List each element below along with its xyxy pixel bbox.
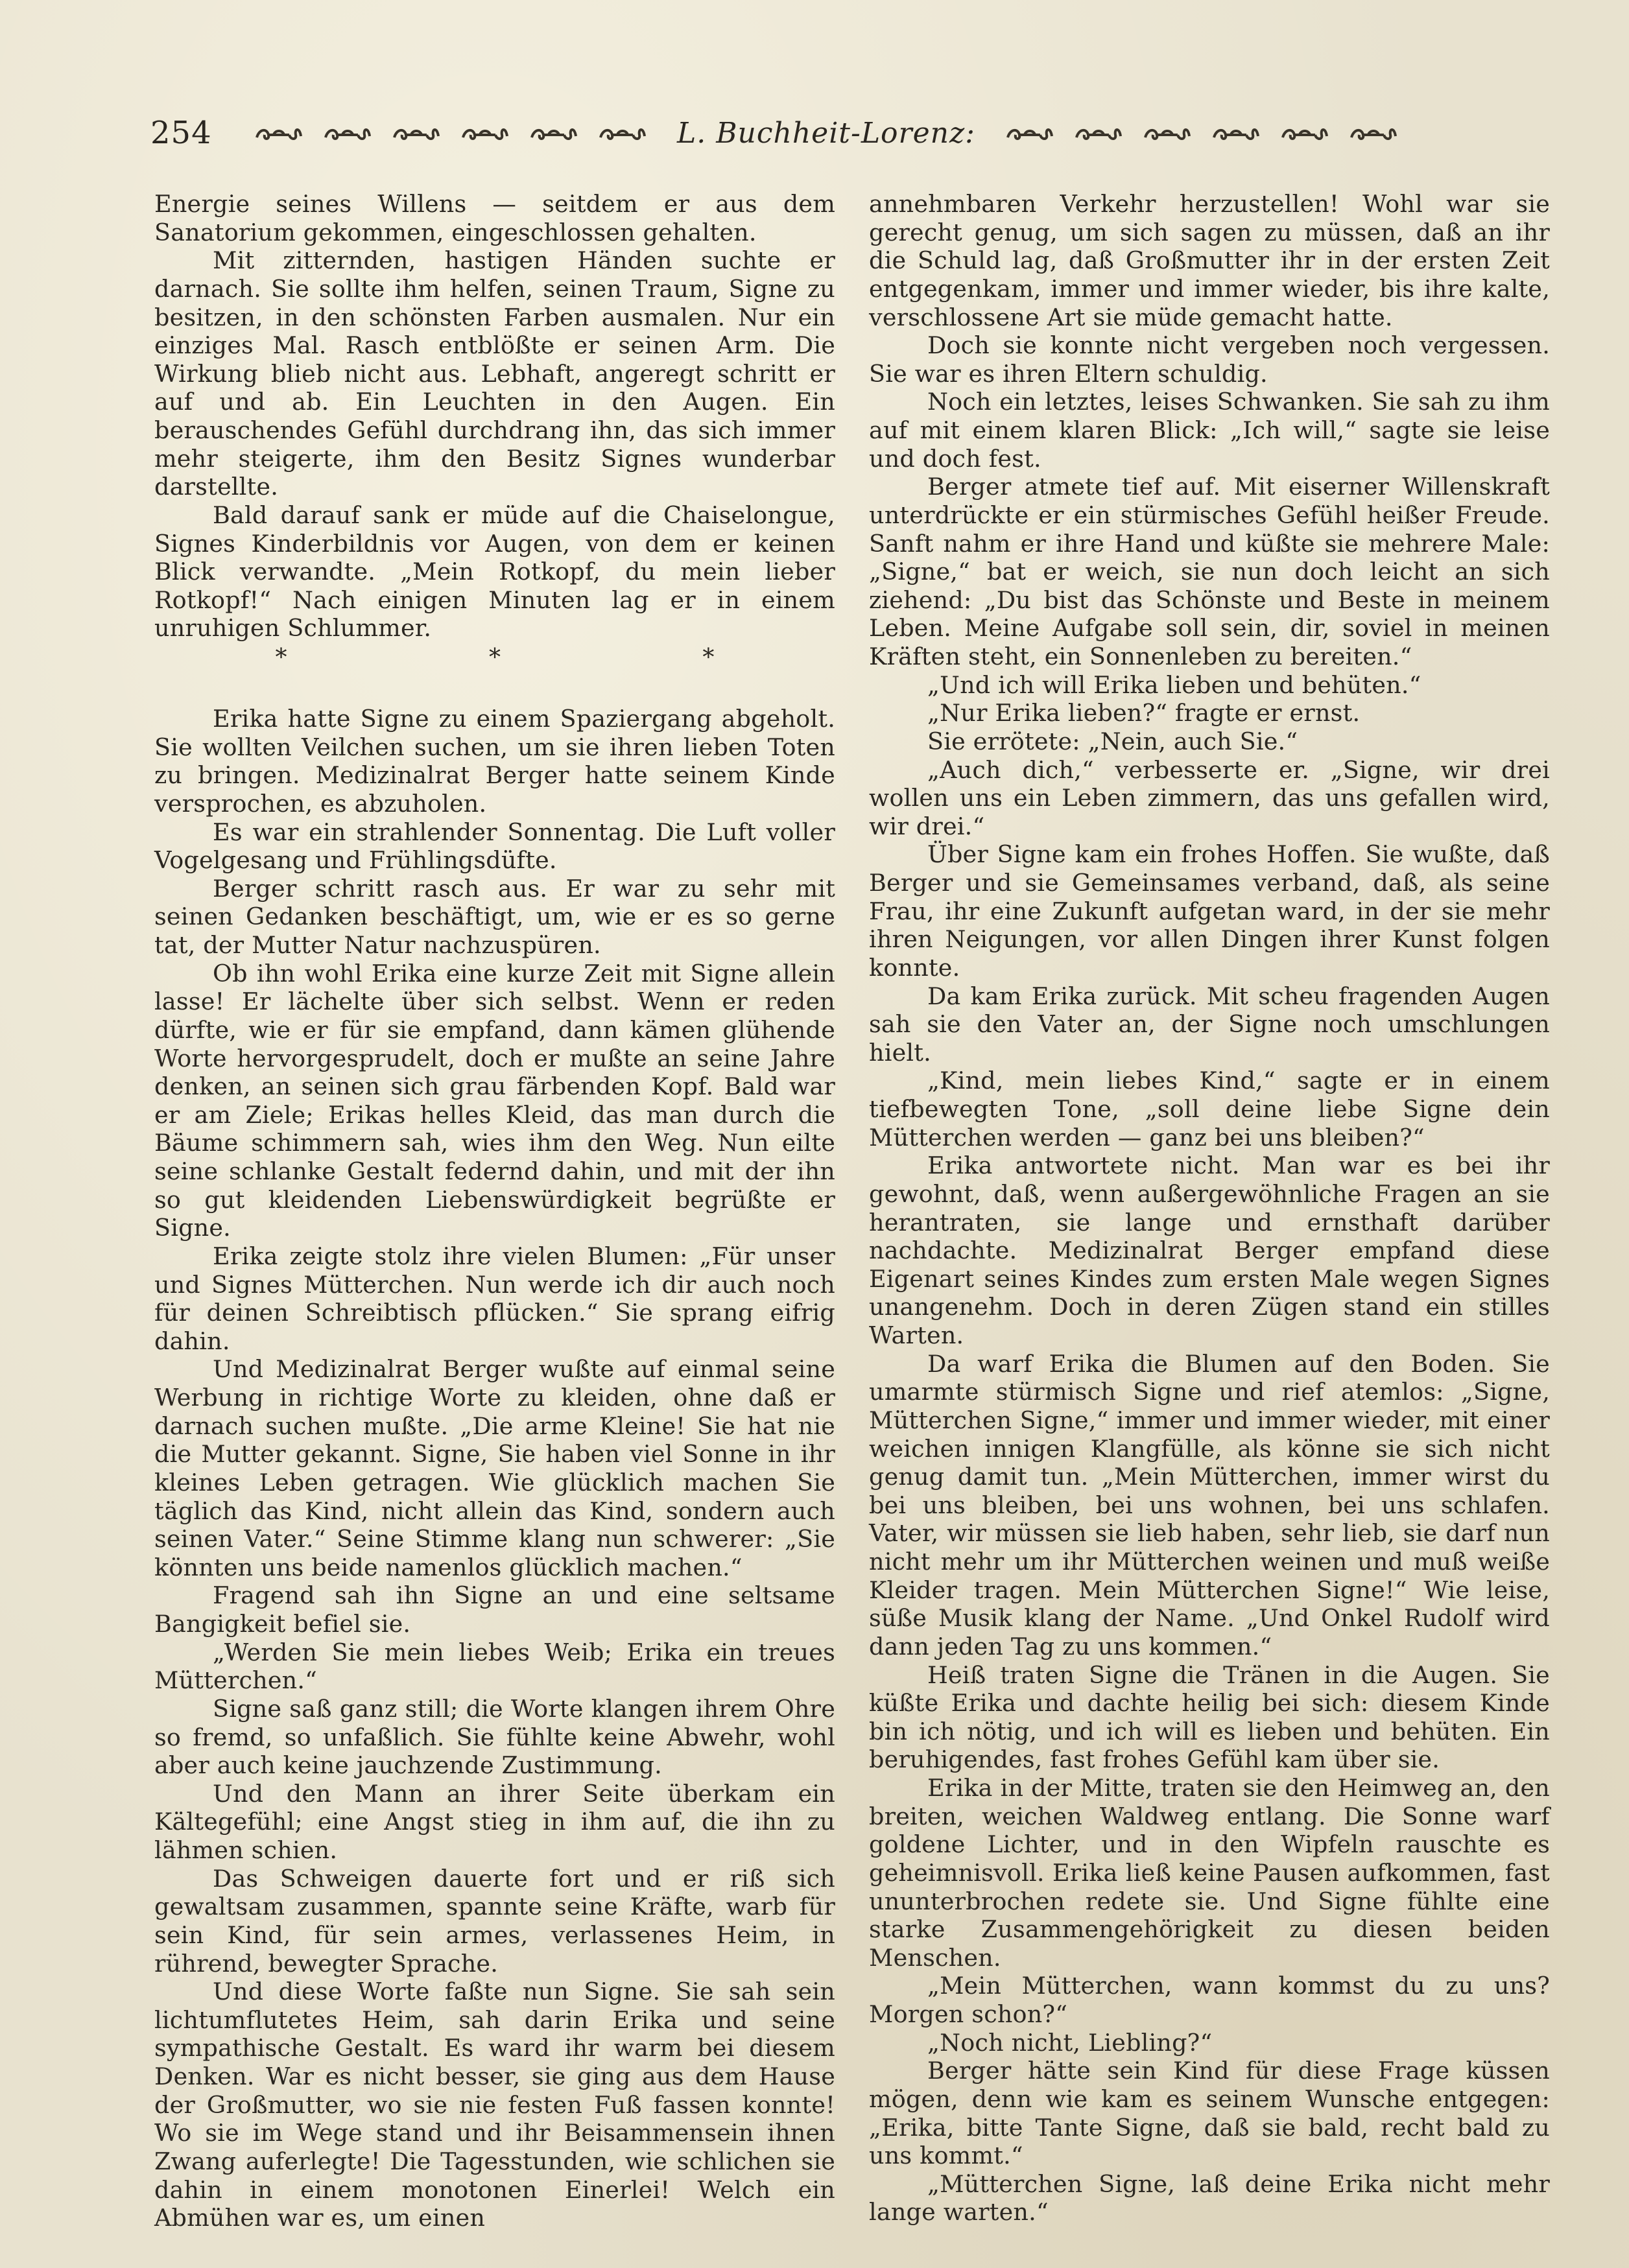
paragraph: Energie seines Willens — seitdem er aus dem Sanatorium gekommen, eingeschlossen gehalten.	[154, 190, 835, 246]
scroll-ornament-icon	[254, 122, 303, 144]
paragraph: Erika hatte Signe zu einem Spaziergang abgeholt. Sie wollten Veilchen suchen, um sie ihren lieben Toten zu bringen. Medizinalrat Berger hatte seinem Kinde versprochen, es abzuholen.	[154, 705, 835, 818]
paragraph: „Mein Mütterchen, wann kommst du zu uns? Morgen schon?“	[869, 1972, 1550, 2028]
paragraph: Heiß traten Signe die Tränen in die Augen. Sie küßte Erika und dachte heilig bei sich: diesem Kinde bin ich nötig, und ich will es lieben und behüten. Ein beruhigendes, fast frohes Gefühl kam über sie.	[869, 1660, 1550, 1774]
header-ornament-right	[1005, 122, 1398, 144]
paragraph: Berger schritt rasch aus. Er war zu sehr mit seinen Gedanken beschäftigt, um, wie er es so gerne tat, der Mutter Natur nachzuspüren.	[154, 874, 835, 959]
paragraph: Über Signe kam ein frohes Hoffen. Sie wußte, daß Berger und sie Gemeinsames verband, daß, als seine Frau, ihr eine Zukunft aufgetan ward, in der sie mehr ihren Neigungen, vor allen Dingen ihrer Kunst folgen konnte.	[869, 840, 1550, 982]
paragraph: Erika in der Mitte, traten sie den Heimweg an, den breiten, weichen Waldweg entlang. Die Sonne warf goldene Lichter, und in den Wipfeln rauschte es geheimnisvoll. Erika ließ keine Pausen aufkommen, fast ununterbrochen redete sie. Und Signe fühlte eine starke Zusammengehörigkeit zu diesen beiden Menschen.	[869, 1774, 1550, 1972]
paragraph: Das Schweigen dauerte fort und er riß sich gewaltsam zusammen, spannte seine Kräfte, warb für sein Kind, für sein armes, verlassenes Heim, in rührend, bewegter Sprache.	[154, 1864, 835, 1978]
scroll-ornament-icon	[1143, 122, 1192, 144]
page-number: 254	[150, 115, 212, 151]
paragraph: „Und ich will Erika lieben und behüten.“	[927, 670, 1421, 699]
paragraph: Da kam Erika zurück. Mit scheu fragenden Augen sah sie den Vater an, der Signe noch umschlungen hielt.	[869, 982, 1550, 1067]
left-column	[154, 190, 835, 2232]
paragraph: Da warf Erika die Blumen auf den Boden. Sie umarmte stürmisch Signe und rief atemlos: „Signe, Mütterchen Signe,“ immer und immer wieder, mit einer weichen innigen Klangfülle, als könne sie sich nicht genug damit tun. „Mein Mütterchen, immer wirst du bei uns bleiben, bei uns wohnen, bei uns schlafen. Vater, wir müssen sie lieb haben, sehr lieb, sie darf nun nicht mehr um ihr Mütterchen weinen und muß weiße Kleider tragen. Mein Mütterchen Signe!“ Wie leise, süße Musik klang der Name. „Und Onkel Rudolf wird dann jeden Tag zu uns kommen.“	[869, 1349, 1550, 1660]
paragraph: annehmbaren Verkehr herzustellen! Wohl war sie gerecht genug, um sich sagen zu müssen, daß an ihr die Schuld lag, daß Großmutter ihr in der ersten Zeit entgegenkam, immer und immer wieder, bis ihre kalte, verschlossene Art sie müde gemacht hatte.	[869, 190, 1550, 331]
paragraph: Und den Mann an ihrer Seite überkam ein Kältegefühl; eine Angst stieg in ihm auf, die ihn zu lähmen schien.	[154, 1779, 835, 1864]
scroll-ornament-icon	[460, 122, 510, 144]
scroll-ornament-icon	[1074, 122, 1123, 144]
scroll-ornament-icon	[598, 122, 647, 144]
paragraph: Erika zeigte stolz ihre vielen Blumen: „Für unser und Signes Mütterchen. Nun werde ich dir auch noch für deinen Schreibtisch pflücken.“ Sie sprang eifrig dahin.	[154, 1242, 835, 1355]
right-column	[869, 190, 1550, 2227]
paragraph: Mit zitternden, hastigen Händen suchte er darnach. Sie sollte ihm helfen, seinen Traum, Signe zu besitzen, in den schönsten Farben ausmalen. Nur ein einziges Mal. Rasch entblößte er seinen Arm. Die Wirkung blieb nicht aus. Lebhaft, angeregt schritt er auf und ab. Ein Leuchten in den Augen. Ein berauschendes Gefühl durchdrang ihn, das sich immer mehr steigerte, ihm den Besitz Signes wunderbar darstellte.	[154, 246, 835, 501]
paragraph: „Kind, mein liebes Kind,“ sagte er in einem tiefbewegten Tone, „soll deine liebe Signe dein Mütterchen werden — ganz bei uns bleiben?“	[869, 1067, 1550, 1152]
paragraph: Erika antwortete nicht. Man war es bei ihr gewohnt, daß, wenn außergewöhnliche Fragen an sie herantraten, sie lange und ernsthaft darüber nachdachte. Medizinalrat Berger empfand diese Eigenart seines Kindes zum ersten Male wegen Signes unangenehm. Doch in deren Zügen stand ein stilles Warten.	[869, 1152, 1550, 1349]
paragraph: Signe saß ganz still; die Worte klangen ihrem Ohre so fremd, so unfaßlich. Sie fühlte keine Abwehr, wohl aber auch keine jauchzende Zustimmung.	[154, 1694, 835, 1780]
paragraph: „Mütterchen Signe, laß deine Erika nicht mehr lange warten.“	[869, 2169, 1550, 2227]
paragraph: Und Medizinalrat Berger wußte auf einmal seine Werbung in richtige Worte zu kleiden, ohne daß er darnach suchen mußte. „Die arme Kleine! Sie hat nie die Mutter gekannt. Signe, Sie haben viel Sonne in ihr kleines Leben getragen. Wie glücklich machen Sie täglich das Kind, nicht allein das Kind, sondern auch seinen Vater.“ Seine Stimme klang nun schwerer: „Sie könnten uns beide namenlos glücklich machen.“	[154, 1355, 835, 1581]
paragraph: Sie errötete: „Nein, auch Sie.“	[927, 727, 1298, 755]
section-separator: * * *	[275, 644, 812, 671]
paragraph: Es war ein strahlender Sonnentag. Die Luft voller Vogelgesang und Frühlingsdüfte.	[154, 818, 835, 875]
scroll-ornament-icon	[529, 122, 578, 144]
scroll-ornament-icon	[1005, 122, 1054, 144]
scroll-ornament-icon	[1280, 122, 1329, 144]
scroll-ornament-icon	[392, 122, 441, 144]
paragraph: „Nur Erika lieben?“ fragte er ernst.	[927, 699, 1361, 727]
paragraph: „Noch nicht, Liebling?“	[927, 2028, 1213, 2057]
scroll-ornament-icon	[1211, 122, 1261, 144]
paragraph: Ob ihn wohl Erika eine kurze Zeit mit Signe allein lasse! Er lächelte über sich selbst. Wenn er reden dürfte, wie er für sie empfand, dann kämen glühende Worte hervorgesprudelt, doch er mußte an seine Jahre denken, an seinen sich grau färbenden Kopf. Bald war er am Ziele; Erikas helles Kleid, das man durch die Bäume schimmern sah, wies ihm den Weg. Nun eilte seine schlanke Gestalt federnd dahin, und mit der ihn so gut kleidenden Liebenswürdigkeit begrüßte er Signe.	[154, 959, 835, 1242]
paragraph: Bald darauf sank er müde auf die Chaiselongue, Signes Kinderbildnis vor Augen, von dem er keinen Blick verwandte. „Mein Rotkopf, du mein lieber Rotkopf!“ Nach einigen Minuten lag er in einem unruhigen Schlummer.	[154, 501, 835, 643]
paragraph: Und diese Worte faßte nun Signe. Sie sah sein lichtumflutetes Heim, sah darin Erika und seine sympathische Gestalt. Es ward ihr warm bei diesem Denken. War es nicht besser, sie ging aus dem Hause der Großmutter, wo sie nie festen Fuß fassen konnte! Wo sie im Wege stand und ihr Beisammensein ihnen Zwang auferlegte! Die Tagesstunden, wie schlichen sie dahin in einem monotonen Einerlei! Welch ein Abmühen war es, um einen	[154, 1978, 835, 2232]
paragraph: Noch ein letztes, leises Schwanken. Sie sah zu ihm auf mit einem klaren Blick: „Ich will,“ sagte sie leise und doch fest.	[869, 388, 1550, 473]
paragraph: Berger atmete tief auf. Mit eiserner Willenskraft unterdrückte er ein stürmisches Gefühl heißer Freude. Sanft nahm er ihre Hand und küßte sie mehrere Male: „Signe,“ bat er weich, sie nun doch leicht an sich ziehend: „Du bist das Schönste und Beste in meinem Leben. Meine Aufgabe soll sein, dir, soviel in meinen Kräften steht, ein Sonnenleben zu bereiten.“	[869, 473, 1550, 670]
paragraph: Fragend sah ihn Signe an und eine seltsame Bangigkeit befiel sie.	[154, 1581, 835, 1638]
paragraph: Doch sie konnte nicht vergeben noch vergessen. Sie war es ihren Eltern schuldig.	[869, 331, 1550, 388]
paragraph: „Auch dich,“ verbesserte er. „Signe, wir drei wollen uns ein Leben zimmern, das uns gefallen wird, wir drei.“	[869, 755, 1550, 840]
scroll-ornament-icon	[323, 122, 372, 144]
header-title: L. Buchheit-Lorenz:	[677, 116, 975, 150]
running-header	[150, 107, 1421, 159]
scroll-ornament-icon	[1349, 122, 1398, 144]
header-ornament-left	[254, 122, 647, 144]
paragraph: „Werden Sie mein liebes Weib; Erika ein treues Mütterchen.“	[154, 1638, 835, 1695]
paragraph: Berger hätte sein Kind für diese Frage küssen mögen, denn wie kam es seinem Wunsche entgegen: „Erika, bitte Tante Signe, daß sie bald, recht bald zu uns kommt.“	[869, 2057, 1550, 2170]
